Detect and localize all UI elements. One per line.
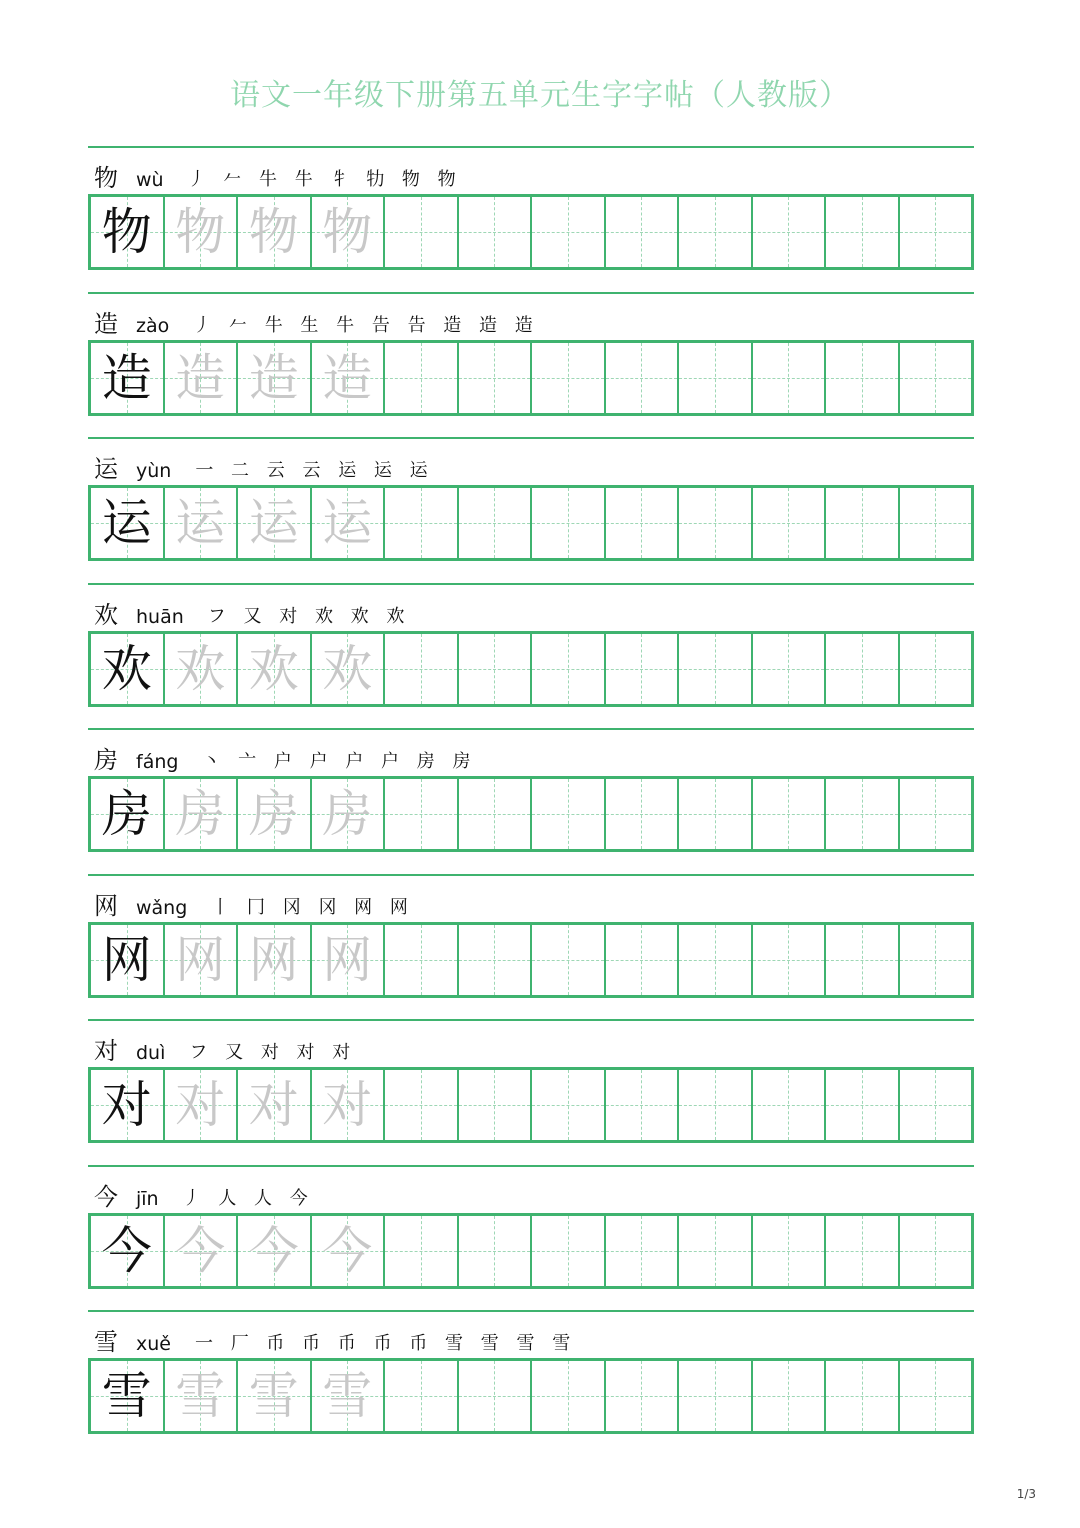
practice-cell[interactable]: [604, 343, 678, 413]
trace-character: 房: [322, 785, 373, 843]
practice-cell[interactable]: [383, 925, 457, 995]
practice-cell[interactable]: [604, 1216, 678, 1286]
trace-character: 网: [175, 930, 226, 989]
model-cell: [91, 1216, 163, 1286]
vertical-guide-line: [568, 925, 569, 995]
header-character: 雪: [94, 1328, 118, 1356]
header-character: 今: [94, 1182, 118, 1211]
practice-cell[interactable]: [457, 1361, 531, 1431]
vertical-guide-line: [641, 1216, 642, 1286]
vertical-guide-line: [788, 925, 789, 995]
stroke-order: 一 二 云 云 运 运 运: [195, 460, 434, 481]
practice-cell[interactable]: [677, 488, 751, 558]
vertical-guide-line: [935, 1361, 936, 1431]
trace-character: 网: [248, 930, 299, 989]
practice-cell[interactable]: [604, 488, 678, 558]
trace-character: 对: [322, 1076, 373, 1134]
character-entry: [88, 583, 974, 729]
practice-cell[interactable]: [677, 779, 751, 849]
vertical-guide-line: [862, 1361, 863, 1431]
pinyin: huān: [136, 605, 184, 628]
practice-cell[interactable]: [530, 197, 604, 267]
practice-cell[interactable]: [530, 1361, 604, 1431]
writing-grid: [88, 1358, 974, 1434]
header-character: 运: [94, 455, 118, 483]
character-entry: [88, 728, 974, 874]
vertical-guide-line: [788, 1070, 789, 1140]
vertical-guide-line: [862, 343, 863, 413]
entry-divider: [88, 874, 974, 876]
practice-cell[interactable]: [457, 488, 531, 558]
practice-cell[interactable]: [824, 925, 898, 995]
vertical-guide-line: [788, 779, 789, 849]
model-character: 网: [101, 930, 152, 989]
practice-cell[interactable]: [383, 634, 457, 704]
model-character: 欢: [101, 639, 152, 698]
model-cell: [91, 488, 163, 558]
header-character: 欢: [94, 600, 118, 629]
practice-cell[interactable]: [898, 925, 972, 995]
stroke-order: 丿 𠂉 牛 生 牛 告 告 造 造 造: [193, 314, 539, 336]
practice-cell[interactable]: [824, 1361, 898, 1431]
trace-cell: [163, 1216, 237, 1286]
entry-header: [94, 884, 414, 920]
trace-character: 运: [322, 494, 373, 552]
practice-cell[interactable]: [457, 634, 531, 704]
vertical-guide-line: [568, 343, 569, 413]
vertical-guide-line: [494, 634, 495, 704]
entry-divider: [88, 146, 974, 148]
vertical-guide-line: [715, 779, 716, 849]
practice-cell[interactable]: [824, 634, 898, 704]
pinyin: yùn: [136, 460, 172, 482]
vertical-guide-line: [494, 343, 495, 413]
practice-cell[interactable]: [677, 1361, 751, 1431]
stroke-order: 丨 冂 冈 冈 网 网: [211, 896, 414, 918]
stroke-order: フ 又 对 对 对: [189, 1042, 357, 1063]
trace-cell: [310, 1216, 384, 1286]
trace-cell: [310, 343, 384, 413]
vertical-guide-line: [935, 1216, 936, 1286]
trace-cell: [163, 925, 237, 995]
practice-cell[interactable]: [751, 1070, 825, 1140]
vertical-guide-line: [715, 1361, 716, 1431]
practice-cell[interactable]: [383, 779, 457, 849]
header-character: 物: [94, 164, 118, 192]
practice-cell[interactable]: [457, 1216, 531, 1286]
trace-character: 物: [322, 203, 373, 261]
vertical-guide-line: [641, 343, 642, 413]
trace-character: 造: [175, 348, 226, 407]
practice-cell[interactable]: [604, 1361, 678, 1431]
character-entry: [88, 146, 974, 292]
practice-cell[interactable]: [824, 343, 898, 413]
entry-header: [94, 593, 410, 629]
practice-cell[interactable]: [530, 1216, 604, 1286]
vertical-guide-line: [568, 1216, 569, 1286]
pinyin: zào: [136, 314, 170, 337]
trace-character: 欢: [175, 639, 226, 698]
trace-character: 雪: [175, 1367, 226, 1425]
trace-character: 物: [248, 203, 299, 261]
trace-cell: [163, 1070, 237, 1140]
pinyin: jīn: [136, 1187, 159, 1210]
vertical-guide-line: [715, 197, 716, 267]
stroke-order: 丶 亠 户 户 户 户 房 房: [202, 751, 477, 772]
entry-divider: [88, 583, 974, 585]
practice-cell[interactable]: [677, 1070, 751, 1140]
practice-cell[interactable]: [677, 1216, 751, 1286]
vertical-guide-line: [935, 1070, 936, 1140]
trace-character: 欢: [322, 639, 373, 698]
practice-cell[interactable]: [457, 779, 531, 849]
practice-cell[interactable]: [898, 1216, 972, 1286]
page-title: 语文一年级下册第五单元生字字帖（人教版）: [230, 78, 850, 113]
trace-cell: [310, 1070, 384, 1140]
practice-cell[interactable]: [677, 197, 751, 267]
vertical-guide-line: [421, 1216, 422, 1286]
practice-cell[interactable]: [898, 197, 972, 267]
practice-cell[interactable]: [751, 925, 825, 995]
practice-cell[interactable]: [530, 925, 604, 995]
practice-cell[interactable]: [898, 779, 972, 849]
practice-cell[interactable]: [383, 1361, 457, 1431]
entry-header: [94, 156, 462, 192]
writing-grid: [88, 922, 974, 998]
trace-cell: [163, 779, 237, 849]
practice-cell[interactable]: [457, 197, 531, 267]
vertical-guide-line: [862, 488, 863, 558]
vertical-guide-line: [494, 488, 495, 558]
vertical-guide-line: [421, 925, 422, 995]
trace-cell: [236, 1070, 310, 1140]
trace-cell: [310, 925, 384, 995]
vertical-guide-line: [715, 634, 716, 704]
vertical-guide-line: [641, 634, 642, 704]
model-character: 房: [101, 785, 152, 843]
model-cell: [91, 1361, 163, 1431]
trace-cell: [310, 779, 384, 849]
trace-cell: [236, 1361, 310, 1431]
pinyin: wù: [136, 169, 164, 191]
vertical-guide-line: [568, 1070, 569, 1140]
practice-cell[interactable]: [898, 488, 972, 558]
character-entry: [88, 874, 974, 1020]
trace-character: 今: [248, 1221, 299, 1280]
practice-cell[interactable]: [751, 1216, 825, 1286]
model-character: 造: [101, 348, 152, 407]
model-cell: [91, 197, 163, 267]
model-character: 今: [101, 1221, 152, 1280]
practice-cell[interactable]: [824, 779, 898, 849]
trace-cell: [310, 1361, 384, 1431]
trace-character: 房: [175, 785, 226, 843]
vertical-guide-line: [568, 779, 569, 849]
stroke-order: フ 又 对 欢 欢 欢: [207, 605, 411, 627]
entry-divider: [88, 1019, 974, 1021]
vertical-guide-line: [862, 634, 863, 704]
practice-cell[interactable]: [751, 488, 825, 558]
entry-header: [94, 1175, 314, 1211]
character-entry: [88, 1019, 974, 1165]
trace-cell: [236, 634, 310, 704]
vertical-guide-line: [862, 1216, 863, 1286]
trace-character: 今: [175, 1221, 226, 1280]
practice-cell[interactable]: [751, 343, 825, 413]
vertical-guide-line: [788, 1216, 789, 1286]
vertical-guide-line: [421, 197, 422, 267]
header-character: 房: [94, 746, 118, 774]
trace-character: 对: [248, 1076, 299, 1134]
vertical-guide-line: [568, 488, 569, 558]
vertical-guide-line: [641, 488, 642, 558]
entry-header: [94, 1320, 576, 1356]
vertical-guide-line: [568, 197, 569, 267]
practice-cell[interactable]: [898, 1361, 972, 1431]
trace-character: 造: [322, 348, 373, 407]
practice-cell[interactable]: [530, 343, 604, 413]
vertical-guide-line: [494, 1216, 495, 1286]
practice-cell[interactable]: [898, 1070, 972, 1140]
entry-divider: [88, 292, 974, 294]
practice-cell[interactable]: [530, 779, 604, 849]
trace-cell: [236, 343, 310, 413]
vertical-guide-line: [935, 779, 936, 849]
practice-cell[interactable]: [457, 925, 531, 995]
practice-cell[interactable]: [604, 197, 678, 267]
practice-cell[interactable]: [530, 488, 604, 558]
practice-cell[interactable]: [383, 488, 457, 558]
trace-cell: [310, 634, 384, 704]
vertical-guide-line: [494, 779, 495, 849]
vertical-guide-line: [421, 488, 422, 558]
practice-cell[interactable]: [677, 343, 751, 413]
entry-header: [94, 447, 434, 483]
trace-character: 物: [175, 203, 226, 261]
practice-cell[interactable]: [383, 1216, 457, 1286]
entry-header: [94, 302, 539, 338]
writing-grid: [88, 1067, 974, 1143]
pinyin: fáng: [136, 751, 179, 773]
vertical-guide-line: [494, 925, 495, 995]
vertical-guide-line: [935, 488, 936, 558]
vertical-guide-line: [715, 1070, 716, 1140]
vertical-guide-line: [935, 925, 936, 995]
entry-divider: [88, 1310, 974, 1312]
pinyin: wǎng: [136, 896, 188, 919]
vertical-guide-line: [421, 343, 422, 413]
trace-character: 运: [248, 494, 299, 552]
character-entry: [88, 292, 974, 438]
practice-cell[interactable]: [898, 634, 972, 704]
vertical-guide-line: [641, 925, 642, 995]
vertical-guide-line: [862, 925, 863, 995]
trace-character: 对: [175, 1076, 226, 1134]
writing-grid: [88, 340, 974, 416]
vertical-guide-line: [568, 634, 569, 704]
trace-cell: [236, 488, 310, 558]
trace-character: 今: [322, 1221, 373, 1280]
vertical-guide-line: [788, 488, 789, 558]
header-character: 对: [94, 1037, 118, 1065]
writing-grid: [88, 194, 974, 270]
practice-cell[interactable]: [530, 1070, 604, 1140]
vertical-guide-line: [862, 779, 863, 849]
character-entry: [88, 1310, 974, 1456]
practice-cell[interactable]: [457, 343, 531, 413]
vertical-guide-line: [788, 634, 789, 704]
writing-grid: [88, 485, 974, 561]
model-cell: [91, 1070, 163, 1140]
character-entry: [88, 1165, 974, 1311]
practice-cell[interactable]: [604, 1070, 678, 1140]
vertical-guide-line: [935, 197, 936, 267]
vertical-guide-line: [641, 779, 642, 849]
vertical-guide-line: [935, 634, 936, 704]
trace-character: 运: [175, 494, 226, 552]
trace-cell: [236, 779, 310, 849]
trace-cell: [310, 197, 384, 267]
trace-cell: [236, 1216, 310, 1286]
entry-header: [94, 1029, 356, 1065]
vertical-guide-line: [788, 343, 789, 413]
trace-cell: [310, 488, 384, 558]
practice-cell[interactable]: [457, 1070, 531, 1140]
model-character: 运: [101, 494, 152, 552]
vertical-guide-line: [862, 1070, 863, 1140]
page-number: 1/3: [1016, 1487, 1036, 1501]
vertical-guide-line: [715, 1216, 716, 1286]
trace-character: 雪: [248, 1367, 299, 1425]
pinyin: xuě: [136, 1333, 171, 1355]
writing-grid: [88, 1213, 974, 1289]
trace-character: 雪: [322, 1367, 373, 1425]
header-character: 造: [94, 309, 118, 338]
practice-cell[interactable]: [824, 197, 898, 267]
trace-cell: [236, 925, 310, 995]
practice-cell[interactable]: [604, 925, 678, 995]
vertical-guide-line: [788, 197, 789, 267]
trace-cell: [236, 197, 310, 267]
vertical-guide-line: [641, 197, 642, 267]
vertical-guide-line: [788, 1361, 789, 1431]
practice-cell[interactable]: [824, 488, 898, 558]
vertical-guide-line: [641, 1361, 642, 1431]
vertical-guide-line: [862, 197, 863, 267]
pinyin: duì: [136, 1042, 166, 1064]
vertical-guide-line: [715, 488, 716, 558]
vertical-guide-line: [568, 1361, 569, 1431]
trace-cell: [163, 1361, 237, 1431]
trace-character: 房: [248, 785, 299, 843]
entry-divider: [88, 437, 974, 439]
vertical-guide-line: [421, 1070, 422, 1140]
practice-cell[interactable]: [677, 634, 751, 704]
practice-cell[interactable]: [604, 779, 678, 849]
vertical-guide-line: [935, 343, 936, 413]
vertical-guide-line: [715, 925, 716, 995]
practice-cell[interactable]: [824, 1070, 898, 1140]
stroke-order: 丿 人 人 今: [182, 1187, 314, 1209]
vertical-guide-line: [421, 779, 422, 849]
trace-cell: [163, 197, 237, 267]
header-character: 网: [94, 891, 118, 920]
practice-cell[interactable]: [751, 779, 825, 849]
practice-cell[interactable]: [604, 634, 678, 704]
practice-cell[interactable]: [751, 197, 825, 267]
practice-cell[interactable]: [898, 343, 972, 413]
practice-cell[interactable]: [677, 925, 751, 995]
practice-cell[interactable]: [383, 197, 457, 267]
entry-divider: [88, 1165, 974, 1167]
model-cell: [91, 779, 163, 849]
practice-cell[interactable]: [530, 634, 604, 704]
practice-cell[interactable]: [751, 634, 825, 704]
entry-divider: [88, 728, 974, 730]
practice-cell[interactable]: [824, 1216, 898, 1286]
vertical-guide-line: [494, 1361, 495, 1431]
trace-cell: [163, 634, 237, 704]
vertical-guide-line: [494, 197, 495, 267]
trace-cell: [163, 488, 237, 558]
vertical-guide-line: [715, 343, 716, 413]
character-entry: [88, 437, 974, 583]
trace-character: 造: [248, 348, 299, 407]
vertical-guide-line: [494, 1070, 495, 1140]
model-cell: [91, 925, 163, 995]
stroke-order: 丿 𠂉 牛 牛 牜 牞 物 物: [187, 169, 462, 190]
writing-grid: [88, 776, 974, 852]
practice-cell[interactable]: [383, 1070, 457, 1140]
model-cell: [91, 343, 163, 413]
vertical-guide-line: [421, 634, 422, 704]
model-cell: [91, 634, 163, 704]
trace-character: 欢: [248, 639, 299, 698]
worksheet: [88, 146, 974, 1456]
entry-header: [94, 738, 477, 774]
practice-cell[interactable]: [751, 1361, 825, 1431]
writing-grid: [88, 631, 974, 707]
stroke-order: 一 厂 币 币 币 币 币 雪 雪 雪 雪: [194, 1333, 577, 1354]
trace-character: 网: [322, 930, 373, 989]
model-character: 对: [101, 1076, 152, 1134]
vertical-guide-line: [641, 1070, 642, 1140]
model-character: 物: [101, 203, 152, 261]
practice-cell[interactable]: [383, 343, 457, 413]
trace-cell: [163, 343, 237, 413]
vertical-guide-line: [421, 1361, 422, 1431]
model-character: 雪: [101, 1367, 152, 1425]
